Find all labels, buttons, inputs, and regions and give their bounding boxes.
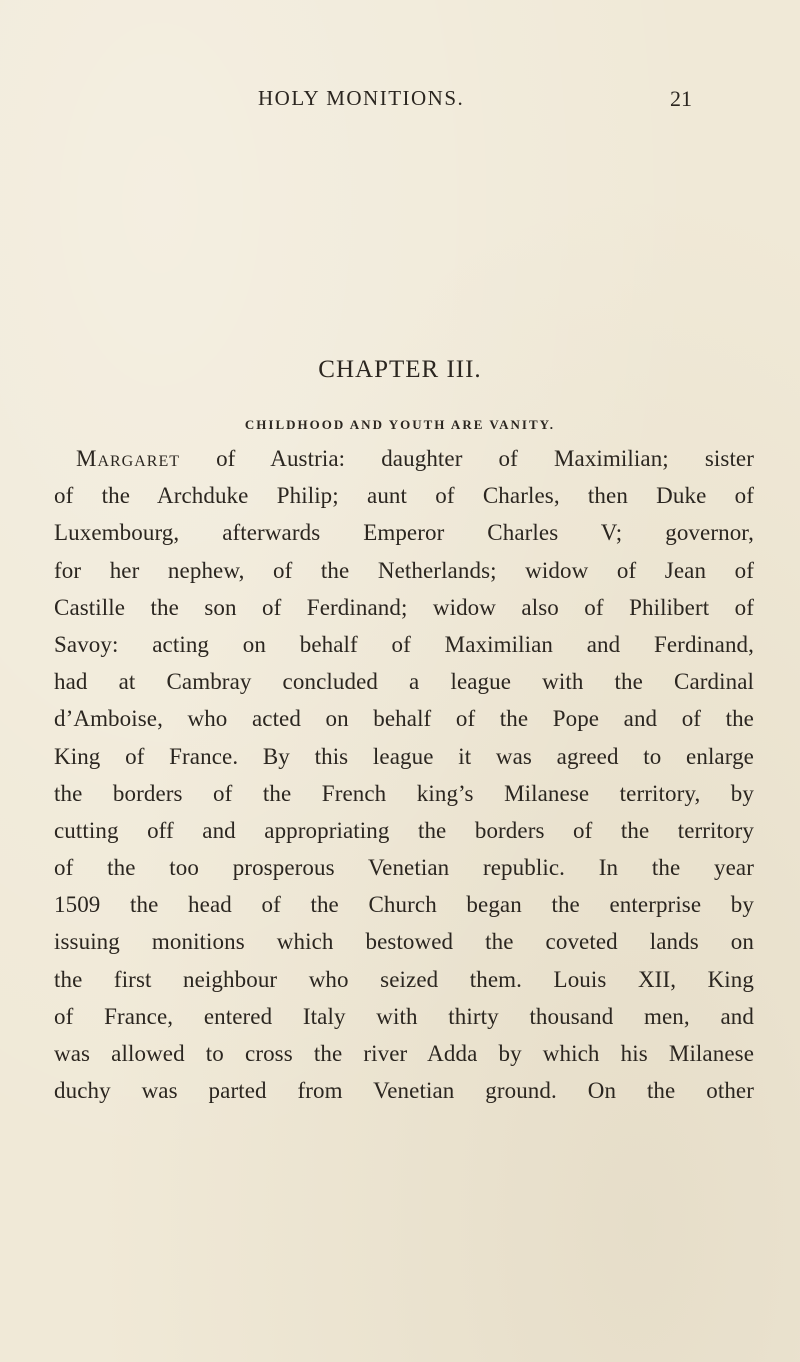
text-line: issuing monitions which bestowed the coveted lands on xyxy=(54,929,754,955)
text-line: 1509 the head of the Church began the enterprise by xyxy=(54,892,754,918)
text-line: d’Amboise, who acted on behalf of the Pope and of the xyxy=(54,706,754,732)
text-line-content: of Austria: daughter of Maximilian; sister xyxy=(180,446,754,471)
running-title: HOLY MONITIONS. xyxy=(258,86,465,110)
text-line: of France, entered Italy with thirty thousand men, and xyxy=(54,1003,754,1029)
text-line: cutting off and appropriating the borders of the territory xyxy=(54,817,754,843)
text-line: Castille the son of Ferdinand; widow also of Philibert of xyxy=(54,594,754,620)
text-line: of the Archduke Philip; aunt of Charles, then Duke of xyxy=(54,483,754,509)
chapter-subtitle: CHILDHOOD AND YOUTH ARE VANITY. xyxy=(244,417,556,432)
text-line: had at Cambray concluded a league with the Cardinal xyxy=(54,669,754,695)
text-line: the borders of the French king’s Milanese territory, by xyxy=(54,780,754,806)
text-line: Luxembourg, afterwards Emperor Charles V; governor, xyxy=(54,520,754,546)
chapter-title: CHAPTER III. xyxy=(318,356,482,383)
page-number: 21 xyxy=(670,86,692,111)
text-line: the first neighbour who seized them. Louis XII, King xyxy=(54,966,754,992)
lead-word: Margaret xyxy=(76,446,181,471)
text-line xyxy=(54,440,754,477)
text-line: of the too prosperous Venetian republic. In the year xyxy=(54,855,754,881)
text-line: Savoy: acting on behalf of Maximilian and Ferdinand, xyxy=(54,631,754,657)
text-line: for her nephew, of the Netherlands; widow of Jean of xyxy=(54,557,754,583)
text-line: King of France. By this league it was agreed to enlarge xyxy=(54,743,754,769)
body-paragraph xyxy=(54,440,754,1109)
running-head xyxy=(0,86,800,116)
text-line: duchy was parted from Venetian ground. On the other xyxy=(54,1078,754,1104)
text-line: was allowed to cross the river Adda by which his Milanese xyxy=(54,1041,754,1066)
